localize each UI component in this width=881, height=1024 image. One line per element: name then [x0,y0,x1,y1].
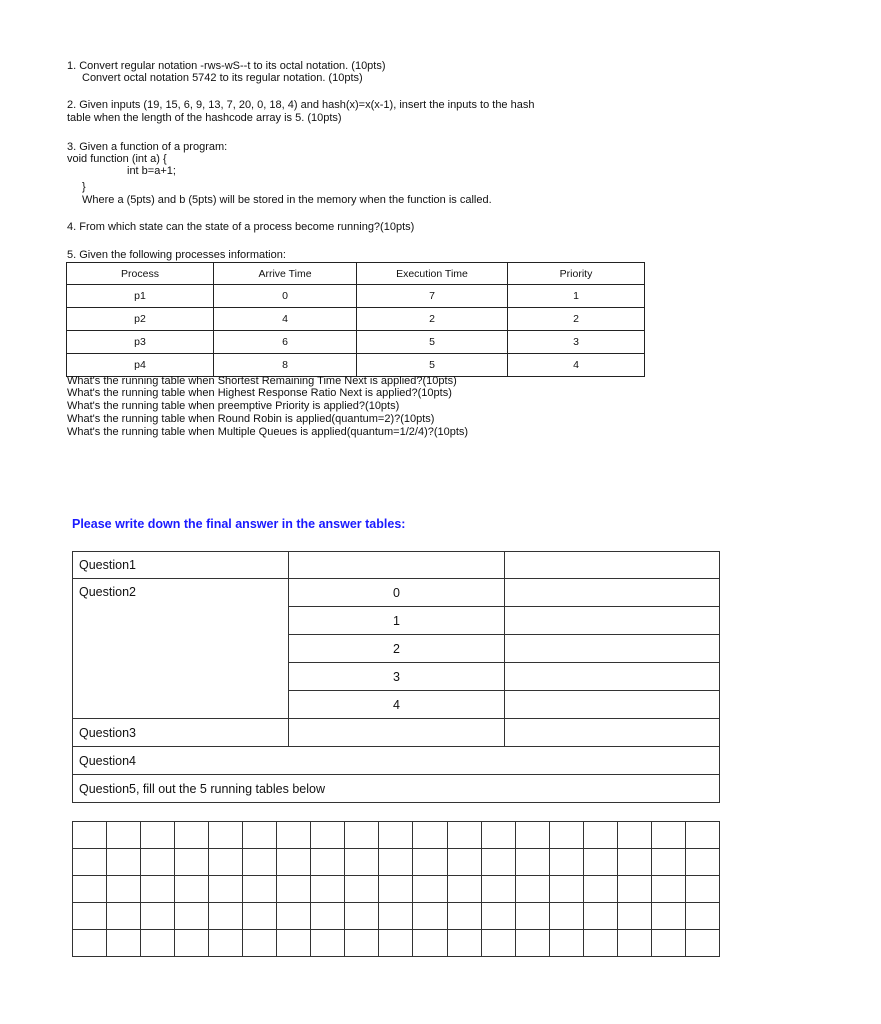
running-table-cell[interactable] [345,903,379,930]
running-table-cell[interactable] [73,930,107,957]
question3-answer-cell-2[interactable] [505,719,720,747]
running-table-cell[interactable] [107,849,141,876]
cell-process: p4 [67,354,214,377]
running-table-cell[interactable] [617,876,651,903]
hash-index-2: 2 [289,635,505,663]
answer-table [72,551,720,803]
running-table-cell[interactable] [345,876,379,903]
running-table-cell[interactable] [311,903,345,930]
running-table-row [73,822,720,849]
running-table-cell[interactable] [447,849,481,876]
running-table-cell[interactable] [73,822,107,849]
running-table-cell[interactable] [73,903,107,930]
hash-index-4: 4 [289,691,505,719]
running-table-cell[interactable] [617,822,651,849]
question-3-line-1: 3. Given a function of a program: [67,141,228,153]
running-table-cell[interactable] [345,822,379,849]
running-table-cell[interactable] [277,930,311,957]
table-row [67,331,645,354]
cell-priority: 4 [508,354,645,377]
question-5-sub-1: What's the running table when Shortest Remaining Time Next is applied?(10pts) [67,375,457,387]
running-table-cell[interactable] [311,930,345,957]
running-table-cell[interactable] [651,930,685,957]
running-table-cell[interactable] [73,849,107,876]
running-table-row [73,876,720,903]
running-table-cell[interactable] [617,849,651,876]
cell-process: p2 [67,308,214,331]
running-table-cell[interactable] [651,876,685,903]
running-table-cell[interactable] [175,822,209,849]
running-table-cell[interactable] [141,876,175,903]
running-table-cell[interactable] [651,903,685,930]
running-table-cell[interactable] [277,876,311,903]
running-table-cell[interactable] [175,930,209,957]
hash-index-1: 1 [289,607,505,635]
running-table-cell[interactable] [515,822,549,849]
running-table-cell[interactable] [345,930,379,957]
running-table-cell[interactable] [413,849,447,876]
question1-answer-cell-2[interactable] [505,552,720,579]
process-table [66,262,645,377]
running-table-cell[interactable] [413,930,447,957]
hash-slot-0[interactable] [505,579,720,607]
running-table-cell[interactable] [277,903,311,930]
table-row [67,285,645,308]
running-table-cell[interactable] [617,903,651,930]
running-table-cell[interactable] [311,849,345,876]
question-5-sub-3: What's the running table when preemptive Priority is applied?(10pts) [67,400,400,412]
running-table-cell[interactable] [651,849,685,876]
answer-row-question2 [73,579,720,607]
running-table-cell[interactable] [175,876,209,903]
running-table-cell[interactable] [243,903,277,930]
running-table-cell[interactable] [141,849,175,876]
cell-priority: 2 [508,308,645,331]
answer-instruction: Please write down the final answer in the answer tables: [72,517,406,531]
question-5-intro: 5. Given the following processes information: [67,249,286,261]
running-table-cell[interactable] [209,822,243,849]
running-table-cell[interactable] [685,822,719,849]
running-table-cell[interactable] [481,930,515,957]
running-table-cell[interactable] [583,876,617,903]
running-table-cell[interactable] [277,849,311,876]
header-process: Process [67,263,214,285]
running-table-cell[interactable] [481,903,515,930]
cell-execution-time: 5 [357,331,508,354]
running-table-cell[interactable] [413,903,447,930]
running-table-cell[interactable] [175,849,209,876]
answer-row-question5 [73,775,720,803]
hash-index-3: 3 [289,663,505,691]
question-5-sub-4: What's the running table when Round Robin is applied(quantum=2)?(10pts) [67,413,435,425]
running-table-cell[interactable] [379,849,413,876]
header-priority: Priority [508,263,645,285]
running-table-cell[interactable] [209,849,243,876]
cell-arrive-time: 0 [214,285,357,308]
hash-slot-2[interactable] [505,635,720,663]
running-table-cell[interactable] [481,822,515,849]
cell-process: p3 [67,331,214,354]
running-table-cell[interactable] [481,876,515,903]
cell-execution-time: 5 [357,354,508,377]
running-table-cell[interactable] [379,903,413,930]
running-table-cell[interactable] [345,849,379,876]
cell-arrive-time: 8 [214,354,357,377]
running-table-cell[interactable] [549,849,583,876]
running-table-cell[interactable] [413,876,447,903]
question-2-line-1: 2. Given inputs (19, 15, 6, 9, 13, 7, 20, 0, 18, 4) and hash(x)=x(x-1), insert the inputs to the hash [67,99,535,111]
table-row [67,308,645,331]
running-table-cell[interactable] [243,876,277,903]
running-table-cell[interactable] [447,822,481,849]
running-table-cell[interactable] [209,876,243,903]
running-table-cell[interactable] [583,849,617,876]
running-table-cell[interactable] [617,930,651,957]
running-table-cell[interactable] [447,903,481,930]
table-row [67,354,645,377]
question-4: 4. From which state can the state of a process become running?(10pts) [67,221,415,233]
cell-execution-time: 7 [357,285,508,308]
running-table-cell[interactable] [379,930,413,957]
hash-slot-4[interactable] [505,691,720,719]
cell-process: p1 [67,285,214,308]
cell-execution-time: 2 [357,308,508,331]
cell-arrive-time: 4 [214,308,357,331]
running-table-cell[interactable] [685,903,719,930]
running-table-cell[interactable] [583,822,617,849]
code-line-2: int b=a+1; [127,165,176,177]
running-table-cell[interactable] [141,822,175,849]
running-table-cell[interactable] [515,903,549,930]
running-table-row [73,903,720,930]
running-table-cell[interactable] [379,822,413,849]
running-table-cell[interactable] [243,822,277,849]
running-table-cell[interactable] [583,930,617,957]
running-table-cell[interactable] [685,876,719,903]
running-table-cell[interactable] [107,876,141,903]
code-line-1: void function (int a) { [67,153,167,165]
running-table-cell[interactable] [209,930,243,957]
question-2-line-2: table when the length of the hashcode array is 5. (10pts) [67,112,342,124]
question3-label: Question3 [73,719,289,747]
question3-answer-cell-1[interactable] [289,719,505,747]
answer-row-question3 [73,719,720,747]
running-table-cell[interactable] [549,903,583,930]
running-table-cell[interactable] [175,903,209,930]
running-table-row [73,930,720,957]
running-table-cell[interactable] [243,930,277,957]
question-5-sub-2: What's the running table when Highest Response Ratio Next is applied?(10pts) [67,387,452,399]
running-table-cell[interactable] [651,822,685,849]
running-table-cell[interactable] [685,930,719,957]
running-table-cell[interactable] [141,903,175,930]
running-table-row [73,849,720,876]
running-table-cell[interactable] [549,930,583,957]
answer-row-question1 [73,552,720,579]
running-table-cell[interactable] [243,849,277,876]
hash-slot-3[interactable] [505,663,720,691]
running-table-cell[interactable] [311,876,345,903]
running-tables-grid [72,821,720,957]
question1-answer-cell-1[interactable] [289,552,505,579]
question-5-sub-5: What's the running table when Multiple Queues is applied(quantum=1/2/4)?(10pts) [67,426,469,438]
hash-index-0: 0 [289,579,505,607]
running-table-cell[interactable] [141,930,175,957]
running-table-cell[interactable] [73,876,107,903]
running-table-cell[interactable] [447,876,481,903]
question2-label: Question2 [73,579,289,719]
cell-priority: 1 [508,285,645,308]
running-table-cell[interactable] [107,903,141,930]
running-table-cell[interactable] [379,876,413,903]
running-table-cell[interactable] [583,903,617,930]
running-table-cell[interactable] [515,930,549,957]
header-arrive-time: Arrive Time [214,263,357,285]
question-3-line-2: Where a (5pts) and b (5pts) will be stored in the memory when the function is called. [82,194,492,206]
header-execution-time: Execution Time [357,263,508,285]
running-table-cell[interactable] [515,849,549,876]
running-table-cell[interactable] [685,849,719,876]
running-table-cell[interactable] [515,876,549,903]
cell-arrive-time: 6 [214,331,357,354]
hash-slot-1[interactable] [505,607,720,635]
cell-priority: 3 [508,331,645,354]
answer-row-question4 [73,747,720,775]
running-table-cell[interactable] [447,930,481,957]
question4-label: Question4 [73,747,720,775]
question5-label: Question5, fill out the 5 running tables below [73,775,720,803]
running-table-cell[interactable] [481,849,515,876]
running-table-cell[interactable] [311,822,345,849]
question-1-line-1: 1. Convert regular notation -rws-wS--t to its octal notation. (10pts) [67,60,386,72]
question-1-line-2: Convert octal notation 5742 to its regular notation. (10pts) [82,72,363,84]
running-table-cell[interactable] [549,822,583,849]
running-table-cell[interactable] [107,930,141,957]
running-table-cell[interactable] [277,822,311,849]
code-line-3: } [82,181,86,193]
running-table-cell[interactable] [413,822,447,849]
process-table-header [67,263,645,285]
running-table-cell[interactable] [107,822,141,849]
running-table-cell[interactable] [209,903,243,930]
running-table-cell[interactable] [549,876,583,903]
question1-label: Question1 [73,552,289,579]
